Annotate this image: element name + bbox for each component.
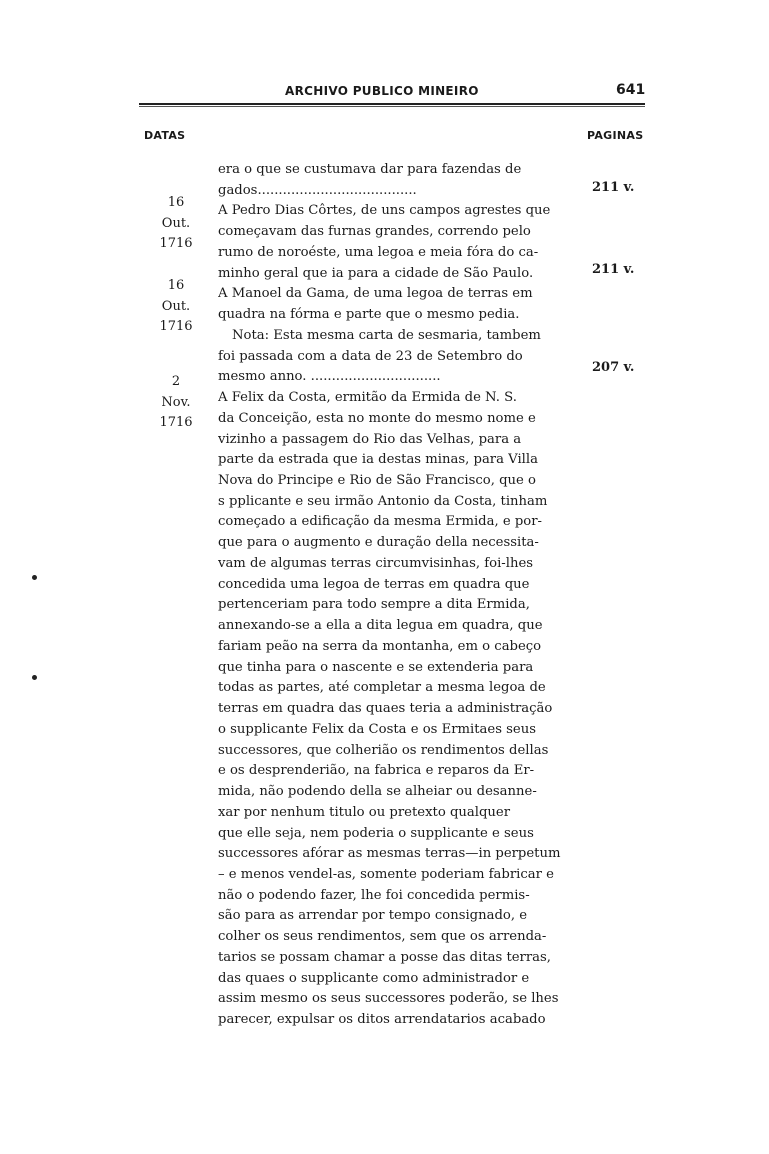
page-reference: 211 v. — [592, 262, 635, 277]
datas-column-heading: DATAS — [144, 129, 186, 142]
text-line: todas as partes, até completar a mesma legoa de — [218, 680, 546, 696]
text-line: terras em quadra das quaes teria a administração — [218, 701, 553, 717]
text-line: successores, que colherião os rendimentos dellas — [218, 742, 549, 758]
text-line: gados...................................... — [218, 182, 417, 198]
date-year: 1716 — [159, 415, 193, 430]
margin-dot — [32, 675, 37, 680]
text-line: assim mesmo os seus successores poderão, se lhes — [218, 991, 559, 1007]
text-line: das quaes o supplicante como administrador e — [218, 970, 530, 986]
date-year: 1716 — [159, 319, 193, 334]
date-day: 16 — [167, 278, 185, 293]
text-line: tarios se possam chamar a posse das ditas terras, — [218, 949, 551, 965]
text-line: Nota: Esta mesma carta de sesmaria, tambem — [232, 327, 541, 343]
text-line: vizinho a passagem do Rio das Velhas, para a — [218, 431, 522, 447]
date-month: Out. — [161, 215, 191, 231]
text-line: rumo de noroéste, uma legoa e meia fóra do ca- — [218, 244, 539, 260]
text-line: quadra na fórma e parte que o mesmo pedia. — [218, 307, 520, 323]
text-line: xar por nenhum titulo ou pretexto qualquer — [218, 804, 511, 820]
text-line: mesmo anno. ............................... — [218, 369, 441, 385]
page-number: 641 — [616, 82, 646, 98]
text-line: colher os seus rendimentos, sem que os arrenda- — [218, 929, 547, 945]
text-line: A Manoel da Gama, de uma legoa de terras em — [218, 286, 533, 302]
date-day: 16 — [167, 195, 185, 210]
text-line: que para o augmento e duração della necessita- — [218, 535, 539, 551]
text-line: e os desprenderião, na fabrica e reparos da Er- — [218, 763, 535, 779]
text-line: começavam das furnas grandes, correndo pelo — [218, 224, 531, 240]
date-month: Nov. — [161, 394, 191, 410]
text-line: successores afórar as mesmas terras—in perpetum — [218, 846, 561, 862]
page-reference: 211 v. — [592, 180, 635, 195]
text-line: foi passada com a data de 23 de Setembro do — [218, 348, 523, 364]
body-text — [218, 160, 571, 1031]
text-line: s pplicante e seu irmão Antonio da Costa, tinham — [218, 493, 548, 509]
text-line: pertenceriam para todo sempre a dita Ermida, — [218, 597, 530, 613]
date-entry — [152, 276, 200, 338]
margin-dot — [32, 575, 37, 580]
text-line: o supplicante Felix da Costa e os Ermitaes seus — [218, 721, 536, 737]
date-day: 2 — [171, 374, 181, 389]
text-line: parecer, expulsar os ditos arrendatarios acabado — [218, 1012, 546, 1028]
text-line: minho geral que ia para a cidade de São Paulo. — [218, 265, 534, 281]
text-line: são para as arrendar por tempo consignado, e — [218, 908, 528, 924]
text-line: A Pedro Dias Côrtes, de uns campos agrestes que — [218, 203, 551, 219]
text-line: não o podendo fazer, lhe foi concedida permis- — [218, 887, 530, 903]
text-line: que elle seja, nem poderia o supplicante e seus — [218, 825, 534, 841]
text-line: annexando-se a ella a dita legua em quadra, que — [218, 618, 543, 634]
text-line: concedida uma legoa de terras em quadra que — [218, 576, 530, 592]
text-line: Nova do Principe e Rio de São Francisco, que o — [218, 473, 536, 489]
text-line: – e menos vendel-as, somente poderiam fabricar e — [218, 866, 554, 882]
text-line: era o que se custumava dar para fazendas de — [218, 162, 522, 177]
text-line: parte da estrada que ia destas minas, para Villa — [218, 452, 538, 468]
date-entry — [152, 372, 200, 434]
text-line: fariam peão na serra da montanha, em o cabeço — [218, 638, 542, 654]
text-line: da Conceição, esta no monte do mesmo nome e — [218, 410, 536, 426]
text-line: mida, não podendo della se alheiar ou desanne- — [218, 784, 537, 800]
date-entry — [152, 193, 200, 255]
date-month: Out. — [161, 298, 191, 314]
header-rule — [139, 103, 645, 107]
date-year: 1716 — [159, 236, 193, 251]
text-line: que tinha para o nascente e se extenderia para — [218, 659, 534, 675]
running-header-title: ARCHIVO PUBLICO MINEIRO — [285, 84, 479, 98]
page-reference: 207 v. — [592, 360, 635, 375]
text-line: vam de algumas terras circumvisinhas, foi-lhes — [218, 555, 534, 571]
paginas-column-heading: PAGINAS — [587, 129, 644, 142]
text-line: começado a edificação da mesma Ermida, e por- — [218, 514, 543, 530]
text-line: A Felix da Costa, ermitão da Ermida de N. S. — [218, 390, 517, 406]
